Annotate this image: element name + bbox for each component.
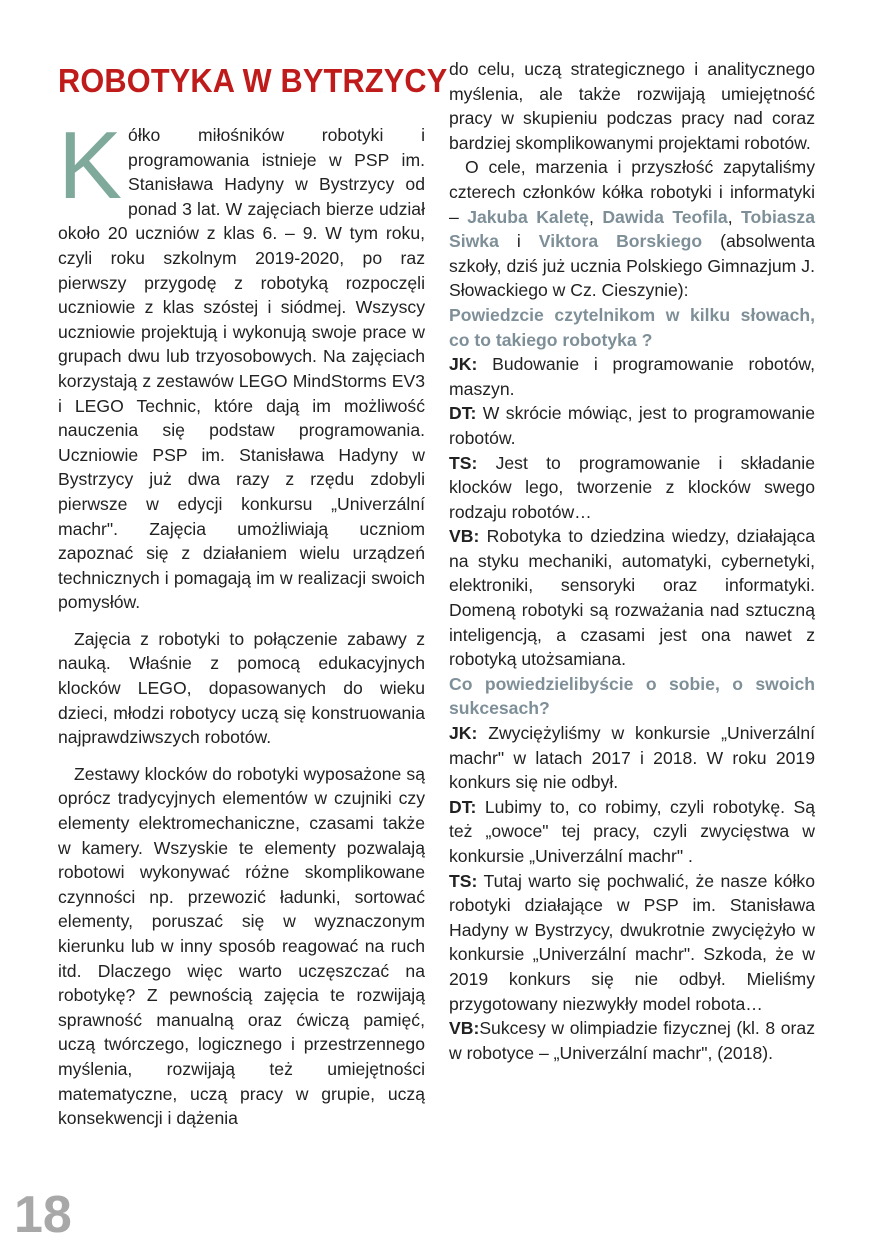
interview-answer: JK: Zwyciężyliśmy w konkursie „Univerzální machr" w latach 2017 i 2018. W roku 2019 konkurs się nie odbył. (449, 723, 815, 793)
interview-answer: VB:Sukcesy w olimpiadzie fizycznej (kl. 8 oraz w robotyce – „Univerzální machr", (2018). (449, 1018, 815, 1063)
speaker-label: VB: (449, 526, 480, 547)
speaker-label: TS: (449, 870, 478, 891)
speaker-label: VB: (449, 1018, 480, 1039)
speaker-label: DT: (449, 796, 477, 817)
right-column (449, 57, 815, 1065)
body-paragraph: Zestawy klocków do robotyki wyposażone są oprócz tradycyjnych elementów w czujniki czy elementy elektromechaniczne, czasami także w kamery. Wszyskie te elementy pozwalają robotowi wykonywać różne skomplikowane czynności np. przewozić ładunki, sortować elementy, poruszać się w wyznaczonym kierunku lub w inny sposób reagować na ruch itd. Dlaczego więc warto uczęszczać na robotykę? Z pewnością zajęcia te rozwijają sprawność manualną oraz ćwiczą pamięć, uczą twórczego, logicznego i przestrzennego myślenia, rozwijają też umiejętności matematyczne, uczą pracy w grupie, uczą konsekwencji i dążenia (58, 763, 425, 1129)
interviewee-name: Dawida Teofila (602, 206, 728, 227)
speaker-label: JK: (449, 354, 478, 375)
interviewee-name: Tobiasza Siwka (449, 206, 815, 252)
interview-intro: O cele, marzenia i przyszłość zapytaliśmy czterech członków kółka robotyki i informatyki – Jakuba Kaletę, Dawida Teofila, Tobiasza Siwka i Viktora Borskiego (absolwenta szkoły, dziś już ucznia Polskiego Gimnazjum J. Słowackiego w Cz. Cieszynie): (449, 157, 815, 301)
intro-paragraph: Kółko miłośników robotyki i programowania istnieje w PSP im. Stanisława Hadyny w Bystrzycy od ponad 3 lat. W zajęciach bierze udział około 20 uczniów z klas 6. – 9. W tym roku, czyli roku szkolnym 2019-2020, po raz pierwszy przygodę z robotyką rozpoczęli uczniowie z klas szóstej i siódmej. Wszyscy uczniowie projektują i wykonują swoje prace w grupach dwu lub trzyosobowych. Na zajęciach korzystają z zestawów LEGO MindStorms EV3 i LEGO Technic, które dają im możliwość nauczenia się podstaw programowania. Uczniowie PSP im. Stanisława Hadyny w Bystrzycy już dwa razy z rzędu zdobyli pierwsze w edycji konkursu „Univerzální machr". Zajęcia umożliwiają uczniom zapoznać się z działaniem wielu urządzeń technicznych i pomagają im w realizacji swoich pomysłów. (58, 112, 425, 613)
body-paragraph: do celu, uczą strategicznego i analitycznego myślenia, ale także rozwijają umiejętność pracy w skupieniu podczas pracy nad coraz bardziej skomplikowanymi projektami robotów. (449, 59, 815, 153)
interviewee-name: Viktora Borskiego (538, 231, 703, 252)
speaker-label: DT: (449, 403, 477, 424)
interview-question: Co powiedzielibyście o sobie, o swoich sukcesach? (449, 673, 815, 719)
interview-answer: JK: Budowanie i programowanie robotów, maszyn. (449, 354, 815, 399)
interview-answer: TS: Tutaj warto się pochwalić, że nasze kółko robotyki działające w PSP im. Stanisława Hadyny w Bystrzycy, dwukrotnie zwyciężyło w konkursie „Univerzální machr". Szkoda, że w 2019 konkurs się nie odbył. Mieliśmy przygotowany niezwykły model robota… (449, 870, 815, 1014)
speaker-label: TS: (449, 452, 478, 473)
speaker-label: JK: (449, 723, 478, 744)
page-number: 18 (14, 1186, 72, 1244)
interview-answer: TS: Jest to programowanie i składanie klocków lego, tworzenie z klocków swego rodzaju robotów… (449, 452, 815, 522)
interview-answer: DT: Lubimy to, co robimy, czyli robotykę. Są też „owoce" tej pracy, czyli zwycięstwa w konkursie „Univerzální machr" . (449, 796, 815, 866)
body-paragraph: Zajęcia z robotyki to połączenie zabawy z nauką. Właśnie z pomocą edukacyjnych klocków LEGO, dopasowanych do wieku dzieci, młodzi robotycy uczą się konstruowania najprawdziwszych robotów. (58, 628, 425, 748)
article-title: ROBOTYKA W BYTRZYCY (58, 62, 448, 99)
interview-answer: DT: W skrócie mówiąc, jest to programowanie robotów. (449, 403, 815, 448)
interviewee-name: Jakuba Kaletę (467, 206, 590, 227)
interview-question: Powiedzcie czytelnikom w kilku słowach, co to takiego robotyka ? (449, 304, 815, 350)
interview-answer: VB: Robotyka to dziedzina wiedzy, działająca na styku mechaniki, automatyki, cybernetyki, elektroniki, sensoryki oraz informatyki. Domeną robotyki są rozważania nad sztuczną inteligencją, a czasami jest ona nawet z robotyką utożsamiana. (449, 526, 815, 670)
drop-cap: K (58, 112, 123, 219)
